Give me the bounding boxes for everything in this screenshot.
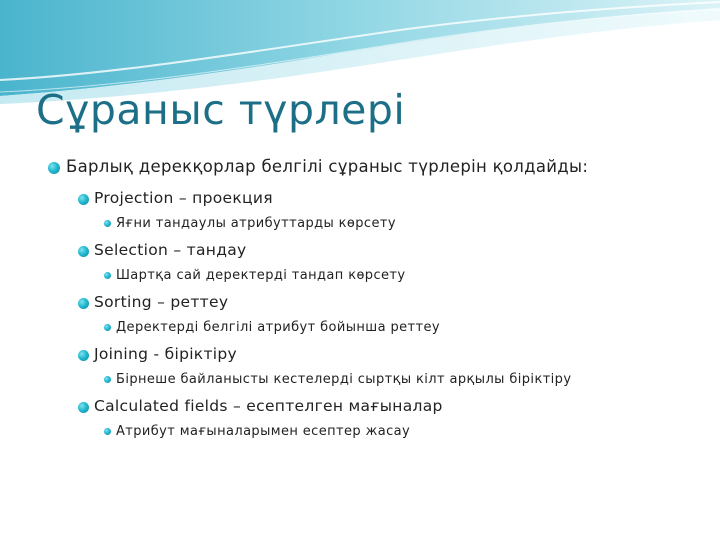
section-heading: Joining - біріктіру <box>94 345 238 363</box>
section-detail: Деректерді белгілі атрибут бойынша реттеу <box>116 320 440 335</box>
intro-text: Барлық дерекқорлар белгілі сұраныс түрлерін қолдайды: <box>66 157 589 176</box>
section-bullet-calculated-fields <box>48 395 688 417</box>
section-bullet-sorting <box>48 291 688 313</box>
section-bullet-projection <box>48 187 688 209</box>
section-detail: Шартқа сай деректерді тандап көрсету <box>116 268 406 283</box>
slide-title: Сұраныс түрлері <box>36 86 406 134</box>
section-heading: Selection – тандау <box>94 241 247 259</box>
bullet-icon <box>104 220 111 227</box>
bullet-icon <box>104 428 111 435</box>
bullet-icon <box>48 162 60 174</box>
section-detail: Яғни тандаулы атрибуттарды көрсету <box>116 216 396 231</box>
intro-bullet <box>48 155 688 179</box>
bullet-icon <box>78 246 89 257</box>
bullet-icon <box>104 272 111 279</box>
section-detail: Атрибут мағыналарымен есептер жасау <box>116 424 411 439</box>
bullet-icon <box>78 298 89 309</box>
section-bullet-joining <box>48 343 688 365</box>
section-bullet-selection <box>48 239 688 261</box>
bullet-icon <box>78 194 89 205</box>
bullet-list <box>48 155 688 441</box>
bullet-icon <box>78 402 89 413</box>
section-heading: Sorting – реттеу <box>94 293 229 311</box>
detail-bullet-calculated-fields <box>48 422 688 441</box>
section-heading: Projection – проекция <box>94 189 273 207</box>
section-detail: Бірнеше байланысты кестелерді сыртқы кілт арқылы біріктіру <box>116 372 572 387</box>
section-heading: Calculated fields – есептелген мағыналар <box>94 397 443 415</box>
detail-bullet-selection <box>48 266 688 285</box>
detail-bullet-sorting <box>48 318 688 337</box>
bullet-icon <box>104 324 111 331</box>
detail-bullet-joining <box>48 370 688 389</box>
bullet-icon <box>78 350 89 361</box>
bullet-icon <box>104 376 111 383</box>
detail-bullet-projection <box>48 214 688 233</box>
